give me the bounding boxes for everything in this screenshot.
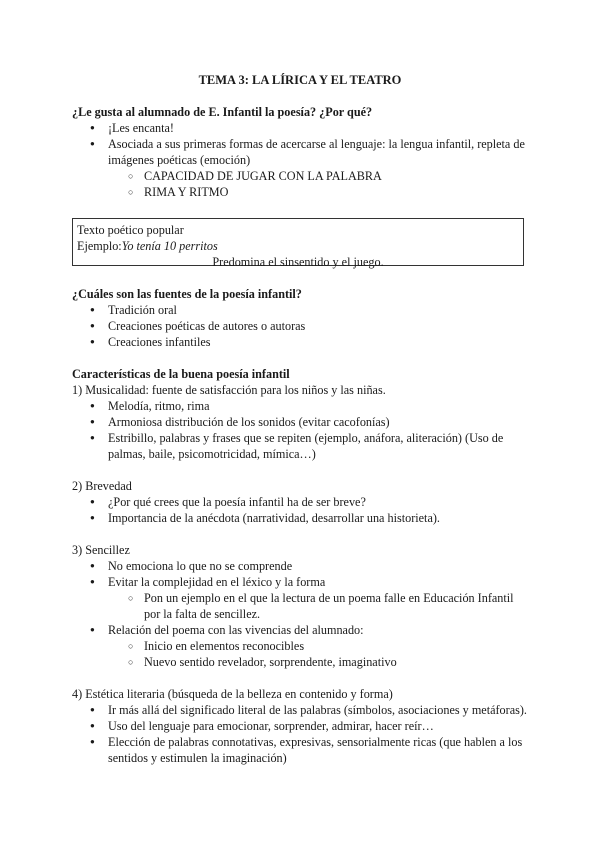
list-item: ● Uso del lenguaje para emocionar, sorprender, admirar, hacer reír…	[72, 718, 528, 734]
list-item: ● Armoniosa distribución de los sonidos (evitar cacofonías)	[72, 414, 528, 430]
section-characteristics	[72, 366, 528, 462]
subsection-title: 3) Sencillez	[72, 543, 130, 557]
sub-list-item: ○ Inicio en elementos reconocibles	[72, 638, 528, 654]
list-item: ● Estribillo, palabras y frases que se repiten (ejemplo, anáfora, aliteración) (Uso de palmas, baile, psicomotricidad, mímica…)	[72, 430, 528, 462]
section-poetry-appeal	[72, 104, 528, 200]
list-item: ● Creaciones poéticas de autores o autoras	[72, 318, 528, 334]
section-heading: Características de la buena poesía infantil	[72, 367, 290, 381]
list-item: ● ¡Les encanta!	[72, 120, 528, 136]
list-item: ● Creaciones infantiles	[72, 334, 528, 350]
list-item: ● Relación del poema con las vivencias del alumnado:	[72, 622, 528, 638]
example-title: Yo tenía 10 perritos	[121, 239, 218, 253]
box-note: Predomina el sinsentido y el juego.	[212, 255, 384, 269]
section-sources	[72, 286, 528, 350]
box-example	[77, 238, 519, 254]
subsection-title: 1) Musicalidad: fuente de satisfacción para los niños y las niñas.	[72, 383, 386, 397]
list-item: ● Tradición oral	[72, 302, 528, 318]
list-item: ● ¿Por qué crees que la poesía infantil ha de ser breve?	[72, 494, 528, 510]
sub-list-item: ○ RIMA Y RITMO	[72, 184, 528, 200]
section-simplicity	[72, 542, 528, 670]
list-item: ● No emociona lo que no se comprende	[72, 558, 528, 574]
question-heading: ¿Cuáles son las fuentes de la poesía infantil?	[72, 287, 302, 301]
page-title: TEMA 3: LA LÍRICA Y EL TEATRO	[198, 73, 402, 87]
list-item: ● Evitar la complejidad en el léxico y la forma	[72, 574, 528, 590]
subsection-title: 2) Brevedad	[72, 479, 132, 493]
list-item: ● Importancia de la anécdota (narratividad, desarrollar una historieta).	[72, 510, 528, 526]
sub-list-item: ○ Nuevo sentido revelador, sorprendente, imaginativo	[72, 654, 528, 670]
sub-list-item: ○ Pon un ejemplo en el que la lectura de un poema falle en Educación Infantil por la falta de sencillez.	[72, 590, 528, 622]
list-item: ● Elección de palabras connotativas, expresivas, sensorialmente ricas (que hablen a los sentidos y estimulen la imaginación)	[72, 734, 528, 766]
list-item: ● Melodía, ritmo, rima	[72, 398, 528, 414]
list-item: ● Ir más allá del significado literal de las palabras (símbolos, asociaciones y metáforas).	[72, 702, 528, 718]
box-line: Texto poético popular	[77, 223, 184, 237]
list-item: ● Asociada a sus primeras formas de acercarse al lenguaje: la lengua infantil, repleta de imágenes poéticas (emoción)	[72, 136, 528, 168]
sub-list-item: ○ CAPACIDAD DE JUGAR CON LA PALABRA	[72, 168, 528, 184]
subsection-title: 4) Estética literaria (búsqueda de la belleza en contenido y forma)	[72, 687, 393, 701]
example-label: Ejemplo:	[77, 239, 122, 253]
example-box	[72, 218, 524, 269]
question-heading: ¿Le gusta al alumnado de E. Infantil la poesía? ¿Por qué?	[72, 105, 373, 119]
section-aesthetics	[72, 686, 528, 766]
section-brevity	[72, 478, 528, 526]
